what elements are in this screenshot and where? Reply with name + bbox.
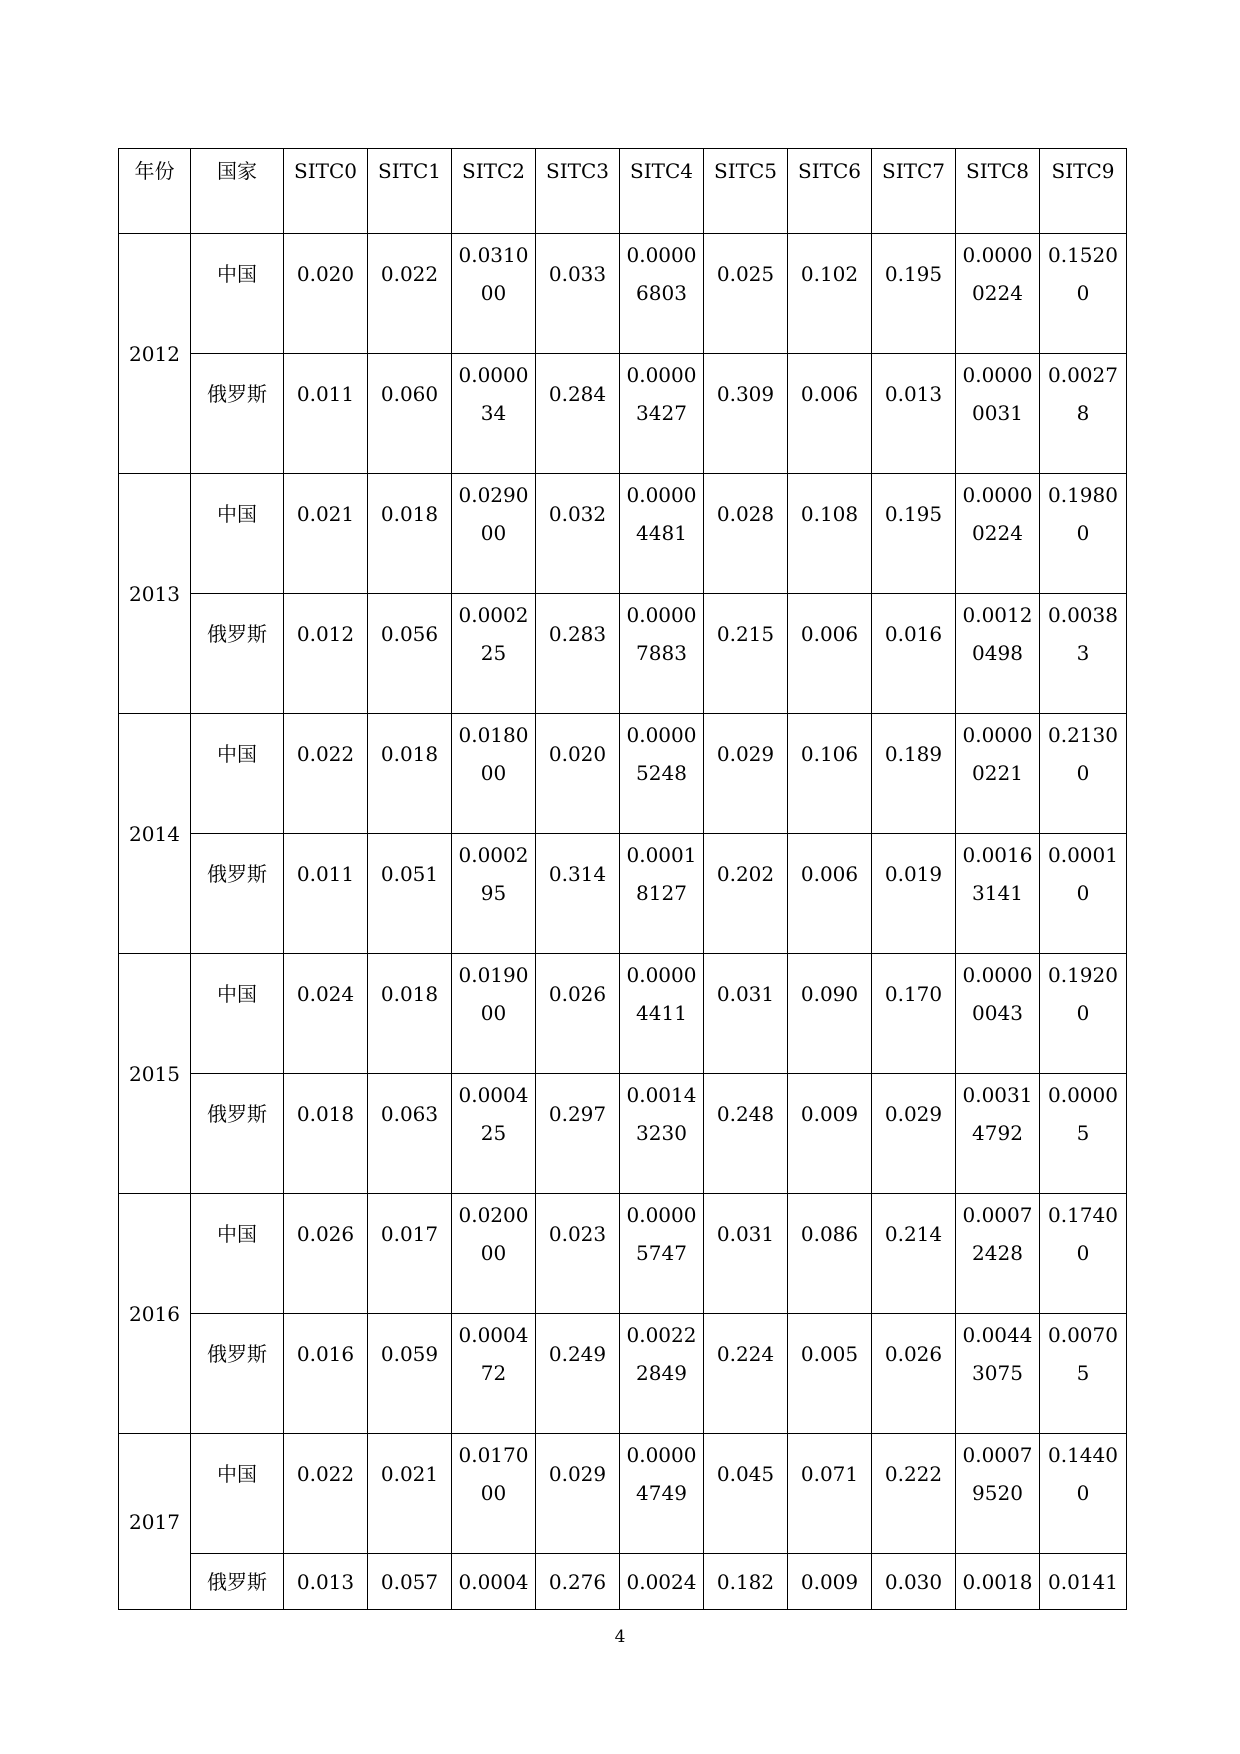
value-text: 0.248 [716,1102,775,1126]
value-cell [368,954,452,1074]
table-row [119,594,1127,714]
value-cell [956,474,1040,594]
value-cell [284,1554,368,1610]
value-text: 0.022 [296,742,355,766]
value-text: 0.00003427 [626,363,697,425]
value-cell [368,1074,452,1194]
value-text: 0.051 [380,862,439,886]
value-cell [620,834,704,954]
country-label: 中国 [217,1462,257,1486]
value-text: 0.018000 [458,723,529,785]
value-text: 0.017000 [458,1443,529,1505]
value-cell [872,594,956,714]
value-cell [788,1194,872,1314]
value-text: 0.00005747 [626,1203,697,1265]
table-row [119,474,1127,594]
value-text: 0.009 [800,1102,859,1126]
value-text: 0.00079520 [962,1443,1033,1505]
value-cell [956,1554,1040,1610]
value-cell [536,1554,620,1610]
table-row [119,354,1127,474]
value-text: 0.00222849 [626,1323,697,1385]
value-cell [1040,954,1127,1074]
value-text: 0.005 [800,1342,859,1366]
column-header: SITC8 [956,149,1040,234]
value-text: 0.029 [548,1462,607,1486]
value-text: 0.000425 [458,1083,529,1145]
value-text: 0.276 [548,1569,607,1594]
value-cell [956,1194,1040,1314]
value-text: 0.224 [716,1342,775,1366]
value-text: 0.013 [884,382,943,406]
value-text: 0.182 [716,1569,775,1594]
value-cell [284,954,368,1074]
year-cell: 2016 [119,1194,191,1434]
value-cell [452,1434,536,1554]
value-text: 0.032 [548,502,607,526]
value-cell [368,1434,452,1554]
value-cell [704,234,788,354]
value-text: 0.00383 [1048,603,1118,665]
country-cell [191,1554,284,1610]
value-text: 0.00018127 [626,843,697,905]
value-cell [620,1194,704,1314]
value-cell [1040,834,1127,954]
table-row [119,1434,1127,1554]
value-cell [1040,1194,1127,1314]
value-text: 0.018 [380,982,439,1006]
column-header: SITC0 [284,149,368,234]
value-text: 0.012 [296,622,355,646]
value-text: 0.031000 [458,243,529,305]
value-text: 0.022 [380,262,439,286]
value-text: 0.020000 [458,1203,529,1265]
value-text: 0.045 [716,1462,775,1486]
value-cell [536,1074,620,1194]
value-cell [452,1194,536,1314]
value-text: 0.21300 [1048,723,1118,785]
value-text: 0.059 [380,1342,439,1366]
value-cell [536,474,620,594]
value-cell [620,1554,704,1610]
value-cell [368,474,452,594]
value-cell [620,474,704,594]
value-cell [284,594,368,714]
value-cell [452,954,536,1074]
value-text: 0.011 [296,862,355,886]
value-cell [620,594,704,714]
value-cell [284,1314,368,1434]
column-header: 年份 [119,149,191,234]
country-label: 中国 [217,1222,257,1246]
value-text: 0.189 [884,742,943,766]
country-label: 俄罗斯 [207,1342,267,1366]
value-text: 0.056 [380,622,439,646]
value-cell [704,714,788,834]
country-cell [191,1074,284,1194]
value-text: 0.106 [800,742,859,766]
value-cell [284,354,368,474]
value-cell [788,474,872,594]
column-header: SITC3 [536,149,620,234]
value-cell [620,1434,704,1554]
column-header: SITC9 [1040,149,1127,234]
value-cell [284,474,368,594]
value-cell [536,834,620,954]
value-text: 0.297 [548,1102,607,1126]
value-cell [620,1074,704,1194]
value-cell [872,474,956,594]
value-text: 0.00000031 [962,363,1033,425]
value-cell [872,1314,956,1434]
value-cell [368,1554,452,1610]
value-cell [704,1434,788,1554]
value-cell [536,234,620,354]
value-text: 0.249 [548,1342,607,1366]
value-text: 0.018 [380,742,439,766]
column-header: SITC7 [872,149,956,234]
value-text: 0.309 [716,382,775,406]
country-label: 俄罗斯 [207,622,267,646]
value-text: 0.016 [884,622,943,646]
value-text: 0.00120498 [962,603,1033,665]
value-text: 0.222 [884,1462,943,1486]
country-label: 中国 [217,262,257,286]
value-text: 0.14400 [1048,1443,1118,1505]
value-text: 0.016 [296,1342,355,1366]
value-cell [872,354,956,474]
year-cell: 2012 [119,234,191,474]
value-cell [536,594,620,714]
value-cell [956,714,1040,834]
value-text: 0.029 [884,1102,943,1126]
value-cell [704,1314,788,1434]
value-cell [704,954,788,1074]
value-cell [788,954,872,1074]
value-cell [368,714,452,834]
value-text: 0.195 [884,262,943,286]
value-cell [368,234,452,354]
value-text: 0.006 [800,382,859,406]
value-text: 0.026 [884,1342,943,1366]
country-label: 俄罗斯 [207,862,267,886]
value-text: 0.0004 [458,1569,529,1594]
country-cell [191,234,284,354]
country-cell [191,474,284,594]
value-text: 0.00010 [1048,843,1118,905]
value-text: 0.017 [380,1222,439,1246]
value-cell [788,354,872,474]
value-cell [620,954,704,1074]
value-text: 0.063 [380,1102,439,1126]
value-text: 0.17400 [1048,1203,1118,1265]
value-text: 0.00143230 [626,1083,697,1145]
value-cell [872,1434,956,1554]
value-cell [1040,474,1127,594]
value-text: 0.020 [296,262,355,286]
value-cell [620,714,704,834]
column-header: SITC6 [788,149,872,234]
year-cell: 2015 [119,954,191,1194]
country-label: 中国 [217,742,257,766]
table-header-row [119,149,1127,234]
value-cell [284,234,368,354]
value-cell [620,354,704,474]
column-header: SITC5 [704,149,788,234]
value-text: 0.019 [884,862,943,886]
country-cell [191,834,284,954]
value-cell [872,1074,956,1194]
value-cell [536,1194,620,1314]
value-text: 0.031 [716,982,775,1006]
value-text: 0.060 [380,382,439,406]
country-label: 俄罗斯 [207,382,267,406]
value-text: 0.011 [296,382,355,406]
country-label: 俄罗斯 [207,1102,267,1126]
value-text: 0.00006803 [626,243,697,305]
value-cell [956,1314,1040,1434]
value-cell [284,834,368,954]
value-cell [704,354,788,474]
value-text: 0.000472 [458,1323,529,1385]
value-cell [956,954,1040,1074]
column-header: SITC1 [368,149,452,234]
value-cell [704,1554,788,1610]
value-text: 0.000225 [458,603,529,665]
value-cell [536,1434,620,1554]
value-text: 0.00004411 [626,963,697,1025]
value-cell [368,354,452,474]
value-text: 0.00072428 [962,1203,1033,1265]
value-cell [452,594,536,714]
value-text: 0.00007883 [626,603,697,665]
value-cell [1040,1434,1127,1554]
value-text: 0.15200 [1048,243,1118,305]
value-cell [956,594,1040,714]
value-cell [788,1554,872,1610]
value-text: 0.030 [884,1569,943,1594]
value-text: 0.018 [380,502,439,526]
country-cell [191,1314,284,1434]
value-text: 0.0018 [962,1569,1033,1594]
value-cell [452,1314,536,1434]
value-cell [1040,1074,1127,1194]
table-row [119,714,1127,834]
value-cell [368,1194,452,1314]
value-cell [956,354,1040,474]
value-cell [956,1434,1040,1554]
value-text: 0.090 [800,982,859,1006]
value-text: 0.214 [884,1222,943,1246]
value-cell [284,714,368,834]
value-cell [788,1074,872,1194]
value-text: 0.00004481 [626,483,697,545]
value-text: 0.284 [548,382,607,406]
value-text: 0.00163141 [962,843,1033,905]
value-text: 0.029 [716,742,775,766]
value-text: 0.025 [716,262,775,286]
value-text: 0.022 [296,1462,355,1486]
value-text: 0.00000224 [962,243,1033,305]
value-text: 0.170 [884,982,943,1006]
country-label: 俄罗斯 [207,1569,267,1594]
value-text: 0.00000224 [962,483,1033,545]
value-cell [788,1314,872,1434]
value-cell [788,594,872,714]
table-row [119,1314,1127,1434]
value-text: 0.028 [716,502,775,526]
value-cell [284,1074,368,1194]
country-cell [191,354,284,474]
trade-data-table [118,148,1127,1610]
value-text: 0.026 [296,1222,355,1246]
value-text: 0.000295 [458,843,529,905]
value-text: 0.026 [548,982,607,1006]
value-text: 0.013 [296,1569,355,1594]
value-text: 0.00278 [1048,363,1118,425]
value-cell [1040,714,1127,834]
value-cell [788,834,872,954]
country-label: 中国 [217,502,257,526]
value-cell [284,1194,368,1314]
value-cell [536,1314,620,1434]
value-text: 0.071 [800,1462,859,1486]
value-cell [956,1074,1040,1194]
value-cell [788,714,872,834]
value-cell [872,234,956,354]
table-row [119,1194,1127,1314]
value-text: 0.00705 [1048,1323,1118,1385]
column-header: 国家 [191,149,284,234]
value-cell [452,834,536,954]
value-text: 0.029000 [458,483,529,545]
value-cell [788,234,872,354]
value-cell [872,1554,956,1610]
table-body [119,234,1127,1610]
country-cell [191,1434,284,1554]
column-header: SITC4 [620,149,704,234]
value-cell [704,1074,788,1194]
value-text: 0.314 [548,862,607,886]
value-cell [704,1194,788,1314]
value-text: 0.195 [884,502,943,526]
value-text: 0.031 [716,1222,775,1246]
value-cell [368,1314,452,1434]
value-text: 0.019000 [458,963,529,1025]
value-text: 0.021 [380,1462,439,1486]
value-text: 0.215 [716,622,775,646]
value-text: 0.000034 [458,363,529,425]
value-text: 0.086 [800,1222,859,1246]
value-cell [1040,1314,1127,1434]
value-cell [704,594,788,714]
value-text: 0.009 [800,1569,859,1594]
year-cell: 2017 [119,1434,191,1610]
value-cell [368,834,452,954]
country-cell [191,594,284,714]
page-number: 4 [614,1627,626,1647]
value-cell [872,1194,956,1314]
value-text: 0.021 [296,502,355,526]
value-cell [872,834,956,954]
value-text: 0.00443075 [962,1323,1033,1385]
value-text: 0.00000043 [962,963,1033,1025]
value-text: 0.00314792 [962,1083,1033,1145]
value-text: 0.102 [800,262,859,286]
table-row [119,234,1127,354]
value-text: 0.018 [296,1102,355,1126]
value-cell [284,1434,368,1554]
value-text: 0.006 [800,622,859,646]
country-cell [191,1194,284,1314]
value-text: 0.0141 [1048,1569,1118,1594]
table-row [119,1554,1127,1610]
table-row [119,954,1127,1074]
table-row [119,834,1127,954]
value-cell [536,354,620,474]
value-cell [452,714,536,834]
column-header: SITC2 [452,149,536,234]
value-text: 0.020 [548,742,607,766]
country-cell [191,714,284,834]
value-cell [452,234,536,354]
value-cell [452,474,536,594]
value-cell [956,234,1040,354]
value-cell [1040,594,1127,714]
value-text: 0.00005248 [626,723,697,785]
year-cell: 2014 [119,714,191,954]
value-cell [788,1434,872,1554]
value-cell [452,1074,536,1194]
value-cell [536,954,620,1074]
value-cell [452,354,536,474]
value-text: 0.202 [716,862,775,886]
value-cell [872,714,956,834]
country-label: 中国 [217,982,257,1006]
value-cell [872,954,956,1074]
country-cell [191,954,284,1074]
value-cell [620,1314,704,1434]
value-cell [1040,354,1127,474]
value-text: 0.023 [548,1222,607,1246]
value-cell [1040,234,1127,354]
value-text: 0.283 [548,622,607,646]
value-text: 0.19200 [1048,963,1118,1025]
value-cell [956,834,1040,954]
value-text: 0.00005 [1048,1083,1118,1145]
value-cell [536,714,620,834]
year-cell: 2013 [119,474,191,714]
value-cell [704,474,788,594]
value-cell [620,234,704,354]
value-text: 0.006 [800,862,859,886]
value-text: 0.033 [548,262,607,286]
value-text: 0.057 [380,1569,439,1594]
value-text: 0.024 [296,982,355,1006]
value-cell [704,834,788,954]
value-text: 0.108 [800,502,859,526]
value-cell [1040,1554,1127,1610]
value-text: 0.0024 [626,1569,697,1594]
value-text: 0.19800 [1048,483,1118,545]
value-text: 0.00004749 [626,1443,697,1505]
value-cell [452,1554,536,1610]
value-cell [368,594,452,714]
value-text: 0.00000221 [962,723,1033,785]
table-row [119,1074,1127,1194]
